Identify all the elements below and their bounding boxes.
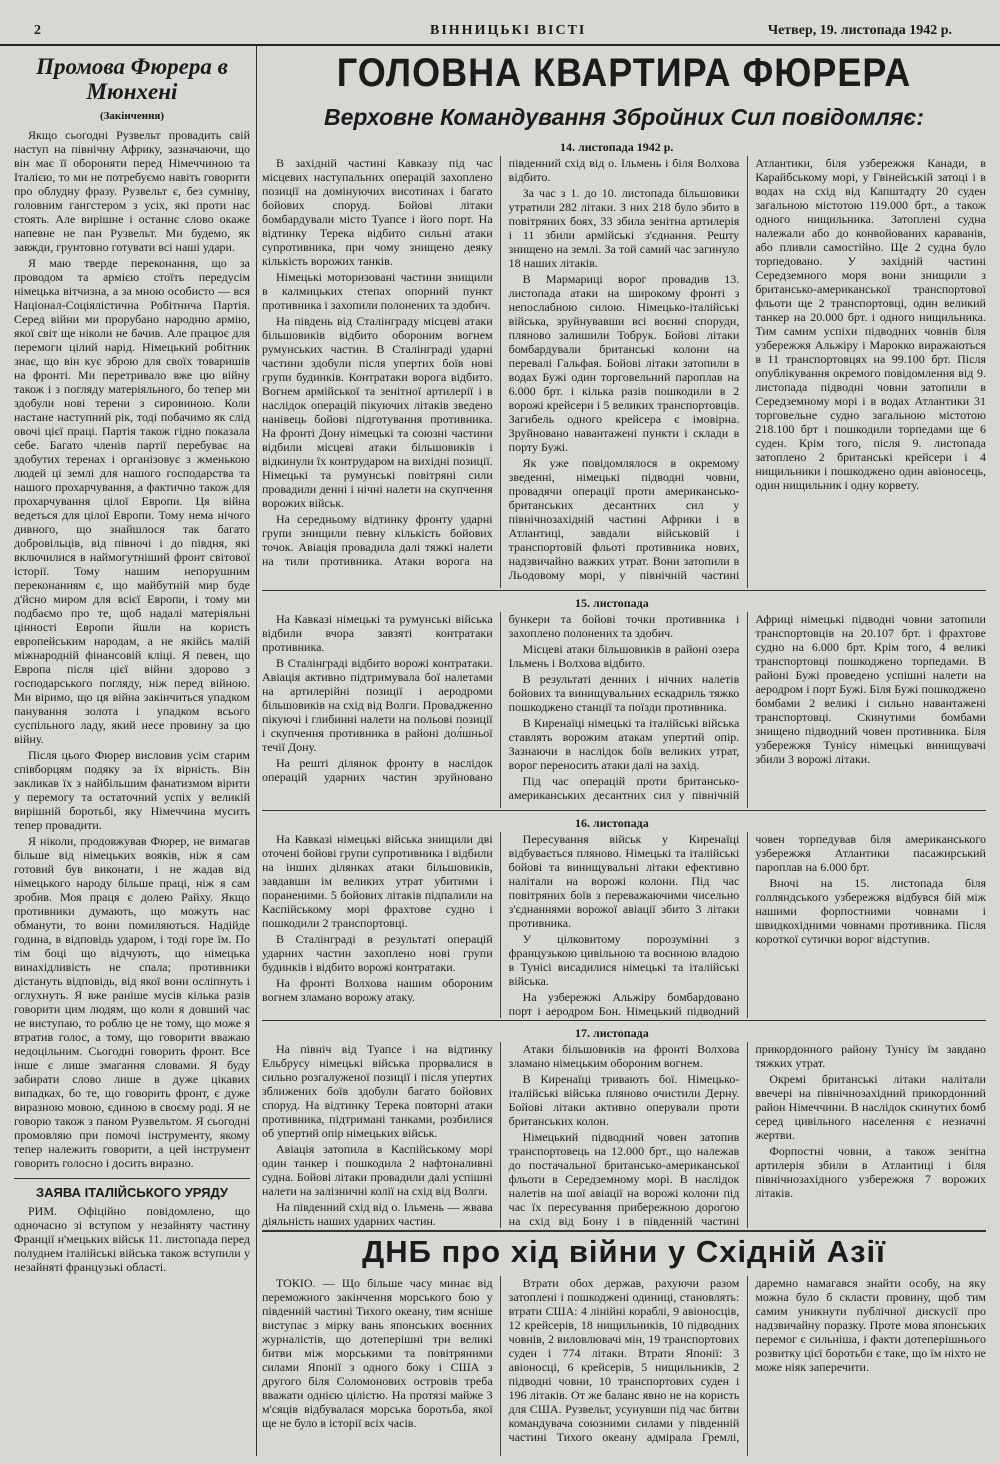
report-paragraph: На південний схід від о. Ільмень — жвава діяльність наших ударних частин. bbox=[262, 1200, 493, 1228]
report-paragraph: На північ від Туапсе і на відтинку Ельбрусу німецькі війська прорвалися в сильно розгалуженої позиції і після упертих зближених боїв здобули багато бойових споруд. На відтинку Терека повторні атаки противника, підтримані танками, розбилися об упертий опір німецьких військ. bbox=[262, 1042, 493, 1140]
section-17-body bbox=[262, 1042, 986, 1228]
report-paragraph: В результаті денних і нічних налетів бойових та винищувальних ескадриль тяжко пошкоджено станції та поїзди противника. bbox=[508, 672, 740, 714]
report-paragraph: В Мармариці ворог провадив 13. листопада атаки на широкому фронті з непослабною силою. Німецько-італійські війська, зруйнувавши всі воєнні споруди, пляново залишили Тобрук. Бойові літаки бомбардували британські колони на перевалі Гальфая. Бойові літаки затопили в водах Бужі один торговельний пароплав на 6.000 брт. і кілька разів пошкодили в 2 ворожі крейсери і 5 великих транспортовців. Загибель одного крейсера є імовірна. Зруйновано навантажені пункти і склади в порту Бужі. bbox=[508, 272, 740, 454]
report-paragraph: В Киренаїці тривають бої. Німецько-італійські війська пляново очистили Дерну. Бойові літаки активно оперували проти британських колон. bbox=[508, 1072, 740, 1128]
section-16-body bbox=[262, 832, 986, 1018]
report-paragraph: В Сталінграді в результаті операцій ударних частин захоплено нові групи будинків і відбито ворожі контратаки. bbox=[262, 932, 493, 974]
report-paragraph: На узбережжі Альжіру бомбардовано порт і аеродром Бон. Німецький підводний човен торпедував біля американського узбережжя Атлантики пасажирський пароплав на 6.000 брт. bbox=[508, 832, 986, 1018]
masthead bbox=[0, 20, 1000, 46]
report-paragraph: На південь від Сталінграду місцеві атаки більшовиків відбито обороним вогнем румунських частин. В Сталінграді ударні частини здобули після упертих боїв нові групи будинків. Контратаки ворога відбито. Вогнем армійської та зенітної артилерії і в наслідок операцій пікуючих літаків зведено нанівець бойові підготування противника. На фронті Дону німецькі та союзні частини відбили місцеві атаки більшовиків і відкинули їх контрударом на вихідні позиції. Німецькі та румунські повітряні сили провадили денні і нічні налети на скупчення ворожих військ. bbox=[262, 314, 493, 510]
report-paragraph: В Киренаїці німецькі та італійські війська ставлять ворожим атакам упертий опір. Зазнаючи в наслідок боїв великих утрат, ворог переносить атаки далі на захід. bbox=[508, 716, 740, 772]
section-date: 17. листопада bbox=[575, 1026, 649, 1040]
section-15-body bbox=[262, 612, 986, 808]
section-date: 15. листопада bbox=[575, 596, 649, 610]
dnb-title: ДНБ про хід війни у Східній Азії bbox=[362, 1234, 886, 1269]
report-paragraph: В західній частині Кавказу під час місцевих наступальних операцій захоплено позиції на домінуючих висотинах і багато бойових споруд. Бойові літаки бомбардували місто Туапсе і його порт. На відтинку Терека відбито сильні атаки супротивника, при чому знищено деяку кількість ворожих танків. bbox=[262, 156, 493, 268]
speech-paragraph: Якщо сьогодні Рузвельт провадить свій наступ на північну Африку, зазначаючи, що він має її обороняти перед Німеччиною та Італією, то ми не потребуємо навіть говорити про облудну фразу. Рузвельт є, без сумніву, головним гангстером з усіх, які проти нас стоять. Але вирішне і останнє слово окаже напевне не пан Рузвельт. Ми будемо, як завжди, грунтовно готувати всі наші удари. bbox=[14, 128, 250, 254]
report-paragraph: За час з 1. до 10. листопада більшовики утратили 282 літаки. З них 218 було збито в повітряних боях, 33 збила зенітна артилерія і 11 збили армійські з'єднання. Решту знищено на землі. За той самий час загинуло 18 наших літаків. bbox=[508, 186, 740, 270]
speech-paragraph: Я ніколи, продовжував Фюрер, не вимагав більше від німецьких вояків, ніж я сам готовий був виконати, і не жадав від німецького народу більше праці, ніж я сам зробив. Моя праця є долею Райху. Якщо противники думають, що можуть нас обманути, то вони помиляються. Надійде година, в відповідь ударом, і тоді горе їм. По тім боці що відчують, що німецька винахідливість не спала; противники дістануть відповідь, від якої вони осліпнуть і оглухнуть. Я вже раніше мусів кілька разів говорити цим людям, що коли я довший час не виступаю, то роблю це не тому, що може я втратив голос, а тому, що говорити вважаю недоцільним. Сьогодні говорить фронт. Все інше є лише змагання словами. Я буду забирати слово лише в дуже цікавих випадках, бо те, що говорить фронт, є дуже виразною мовою, єдиною в своєму роді. Я не говорю також з паном Рузвельтом. Я сьогодні промовляю при помочі інструменту, якому тепер належить говорити, а цей інструмент говорить голосно і досить виразно. bbox=[14, 834, 250, 1170]
report-paragraph: Німецький підводний човен затопив транспортовець на 12.000 брт., що належав до постачальної британсько-американської фльоти в Середземному морі. В наслідок налетів на шої авіації на ворожі колони під час їх пересування прибережною дорогою на схід від Бону і в південній частині прикордонного району Тунісу їм завдано тяжких утрат. bbox=[508, 1042, 986, 1228]
issue-date: Четвер, 19. листопада 1942 р. bbox=[767, 23, 952, 38]
newspaper-title: ВІННИЦЬКІ ВІСТІ bbox=[430, 23, 587, 38]
italian-statement-text: РИМ. Офіційно повідомлено, що одночасно зі вступом у незайняту частину Франції н'мецьких військ 11. листопада перед полуднем італійські війська також вступили у незайняті французькі області. bbox=[14, 1204, 250, 1274]
report-paragraph: Вночі на 15. листопада біля голляндського узбережжя відбувся бій між нашими форпостними човнами і швидкохідними човнами противника. Після короткої сутички ворог відступив. bbox=[755, 876, 986, 946]
dnb-body bbox=[262, 1276, 986, 1456]
report-paragraph: На Кавказі німецькі війська знищили дві оточені бойові групи супротивника і відбили на інших ділянках атаки більшовиків, завдавши ім великих утрат убитими і пораненими. 5 бойових літаків підпалили на Каспійському морі фрахтове судно і пошкодили 2 транспортовці. bbox=[262, 832, 493, 930]
page-number: 2 bbox=[34, 23, 41, 38]
hq-subtitle: Верховне Командування Збройних Сил повідомляє: bbox=[324, 104, 924, 130]
italian-statement-title: ЗАЯВА ІТАЛІЙСЬКОГО УРЯДУ bbox=[14, 1178, 250, 1200]
speech-subtitle: (Закінчення) bbox=[99, 110, 165, 122]
section-divider bbox=[262, 1020, 986, 1021]
speech-title: Промова Фюрера в Мюнхені bbox=[36, 54, 228, 104]
report-paragraph: Місцеві атаки більшовиків в районі озера Ільмень і Волхова відбито. bbox=[508, 642, 740, 670]
report-paragraph: Форпостні човни, а також зенітна артилерія збили в Атлантиці і біля північнозахідного узбережжя 7 ворожих літаків. bbox=[755, 1144, 986, 1200]
report-paragraph: Німецькі моторизовані частини знищили в калмицьких степах опорний пункт противника і захопили полонених та здобич. bbox=[262, 270, 493, 312]
section-divider bbox=[262, 810, 986, 811]
section-divider bbox=[262, 590, 986, 591]
report-paragraph: Окремі британські літаки налітали ввечері на північнозахідний прикордонний район Німеччини. В наслідок скинутих бомб серед цивільного населення є незначні жертви. bbox=[755, 1072, 986, 1142]
report-paragraph: На середньому відтинку фронту ударні групи знищили певну кількість бойових точок. Авіація провадила далі тяжкі налети на тили противника. Атаки ворога на південний схід від о. Ільмень і біля Волхова відбито. bbox=[262, 156, 740, 568]
hq-article bbox=[262, 50, 986, 138]
speech-paragraph: Після цього Фюрер висловив усім старим співборцям подяку за їх вірність. Він закликав їх з найбільшим фанатизмом вірити у перемогу та остаточний успіх у великій вирішній боротьбі, яку Німеччина мусить тепер провадити. bbox=[14, 748, 250, 832]
column-divider bbox=[256, 46, 257, 1456]
report-paragraph: Під час операцій проти британсько-американських десантних сил у північній Африці німецькі підводні човни затопили транспортовців на 20.107 брт. і фрахтове судно на 6.000 брт. Крім того, 4 великі транспортовці пошкоджено торпедами. В районі Бужі проведено успішні налети на аеродром і порт Бужі. Біля Бужі пошкоджено бомбами 2 великі і сильно навантажені транспортовці. Скинутими бомбами знищено підводний човен противника. Біля узбережжя Тунісу німецькі винищувачі збили 3 ворожі літаки. bbox=[508, 612, 986, 802]
report-paragraph: У цілковитому порозумінні з французькою цивільною та воєнною владою в Тунісі висадилися німецькі та італійські війська. bbox=[508, 932, 740, 988]
dnb-paragraph: ТОКІО. — Що більше часу минає від переможного закінчення морського бою у південній частині Тихого океану, тим ясніше виступає з мірку вань японських воєнних журналістів, що дотеперішні три великі битви між морськими та повітряними силами Японії з одного боку і США з другого біля Соломонових островів треба вважати однією цілістю. На протязі майже 3 м'сяців відбувалася морська боротьба, якої ще не було в історії всіх часів. bbox=[262, 1276, 493, 1430]
section-14-body bbox=[262, 156, 986, 588]
report-paragraph: Атаки більшовиків на фронті Волхова зламано німецьким обороним вогнем. bbox=[508, 1042, 740, 1070]
section-divider bbox=[262, 1230, 986, 1232]
report-paragraph: На Кавказі німецькі та румунські війська відбили вчора завзяті контратаки противника. bbox=[262, 612, 493, 654]
speech-article bbox=[14, 50, 250, 1276]
report-paragraph: Авіація затопила в Каспійському морі один танкер і пошкодила 2 нафтоналивні судна. Бойові літаки провадили далі успішні налети на залізничні колії на схід від Волги. bbox=[262, 1142, 493, 1198]
report-paragraph: Як уже повідомлялося в окремому зведенні, німецькі підводні човни, провадячи операції проти американсько-британських десантних сил у північнозахідній частині Африки і в Атлантиці, завдали військовій і транспортовій фльоті противника нових, надзвичайно важких утрат. Вони затопили в Льодовому морі, у північній частині Атлантики, біля узбережжя Канади, в Карайбському морі, у Гвінейській затоці і в водах на схід від Капштадту 20 суден загальною містотою 119.000 брт., а також одного нищильника. Затоплені судна належали або до конвойованих караванів, або пливли самостійно. Ще 2 судна було торпедовано. У західній частині Середземного моря вони знищили з британсько-американської транспортової фльоти ще 2 транспортовці, один великий танкер на 20.000 брт. і одного нищильника. Тим самим успіхи підводних човнів біля узбережжя Альжіру і Марокко виражаються в 11 транспортовцях на 99.100 брт. Після опублікування окремого повідомлення від 9. листопада підводні човни затопили в Середземному морі і в водах Атлантики 31 торговельне судно загальною містотою 218.100 брт і пошкодили торпедами ще 6 суден. Крім того, після 9. листопада затоплено 2 британські крейсери і 4 нищильники і пошкоджено один авіоносець, один нищильник і одну корвету. bbox=[508, 156, 986, 582]
report-paragraph: На решті ділянок фронту в наслідок операцій ударних частин зруйновано бункери та бойові точки противника і захоплено полонених та здобич. bbox=[262, 612, 740, 784]
report-paragraph: В Сталінграді відбито ворожі контратаки. Авіація активно підтримувала бої налетами на артилерійні позиції і аеродроми більшовиків на схід від Волги. Провадженно пікуючі і глибинні налети на польові позиції і скупчення противника в районі дол́шньої течії Дону. bbox=[262, 656, 493, 754]
report-paragraph: Пересування військ у Киренаїці відбувається пляново. Німецькі та італійські бойові та винищувальні літаки ефективно налітали на ворожі колони. Під час повітряних боїв з переважаючими чисельно з'єднаннями ворожої авіації збито 3 літаки противника. bbox=[508, 832, 740, 930]
hq-title: ГОЛОВНА КВАРТИРА ФЮРЕРА bbox=[336, 49, 912, 95]
dnb-paragraph: Втрати обох держав, рахуючи разом затоплені і пошкоджені одиниці, становлять: втрати США: 4 лінійні кораблі, 9 авіоносців, 12 крейсерів, 18 нищильників, 10 підводних човнів, 2 виловлювачі мін, 19 транспортових суден і 774 літаки. Втрати Японії: 3 авіоносці, 6 крейсерів, 5 нищильників, 2 підводні човни, 10 транспортових суден і 196 літаків. От же баланс явно не на користь для США. Рузвельт, усунувши під час битви командувача союзними силами у південній частині Тихого океану адмірала Гремлі, даремно намагався знайти особу, на яку можна було б скласти провину, щоб тим самим уникнути публічної дискусії про надзвичайну поразку. Проте мова японських перемог є сильніша, і факти дотеперішнього розвитку цієї боротьби є таке, що їм ніхто не може ніяк заперечити. bbox=[508, 1276, 986, 1444]
section-date: 16. листопада bbox=[575, 816, 649, 830]
speech-paragraph: Я маю тверде переконання, що за проводом та армією стоїть передусім німецька вітчизна, а за мною особисто — вся Націонал-Соціялістична Робітнича Партія. Серед війни ми прорубано народню армію, якої світ ще ніколи не бачив. Але працює для перемоги цілий нарід. Німецький робітник знає, що він кує зброю для своїх товаришів на фронті. Ми перетривало вже цю війну також і з погляду матеріяльного, бо тепер ми здобули нові терени з сировиною. Коли настане наступний рік, тоді побачимо як слід овочі цієї праці. Партія також гідно показала себе. Багато членів партії перебуває на здобутих теренах і організовує з жменькою людей ці землі для нашого господарства та нашого прохарчування, а фактично також для прохарчування цілої Европи. Ця війна ведеться для цілої Европи. Тому нема нічого дивного, що знайшлося так багато добровільців, від півночі і до півдня, які включилися в наймогутніший фронт світової історії. Тому нашим непорушним переконанням є, що майбутній мир буде д'йсно миром для всієї Европи, і тому ми подбаємо про те, щоб надалі матеріяльні цінності Европи йшли на користь европейським народам, а не якійсь малій міжнародній фінансовій кліці. Я певен, що Европа після цієї війни здорово з господарського погляду, ніж перед війною. Ми віримо, що ця війна закінчиться упадком панування золота і упадком всього суспільного ладу, який несе провину за цю війну. bbox=[14, 256, 250, 746]
report-paragraph: На фронті Волхова нашим обороним вогнем зламано ворожу атаку. bbox=[262, 976, 493, 1004]
section-date: 14. листопада 1942 р. bbox=[560, 140, 674, 154]
